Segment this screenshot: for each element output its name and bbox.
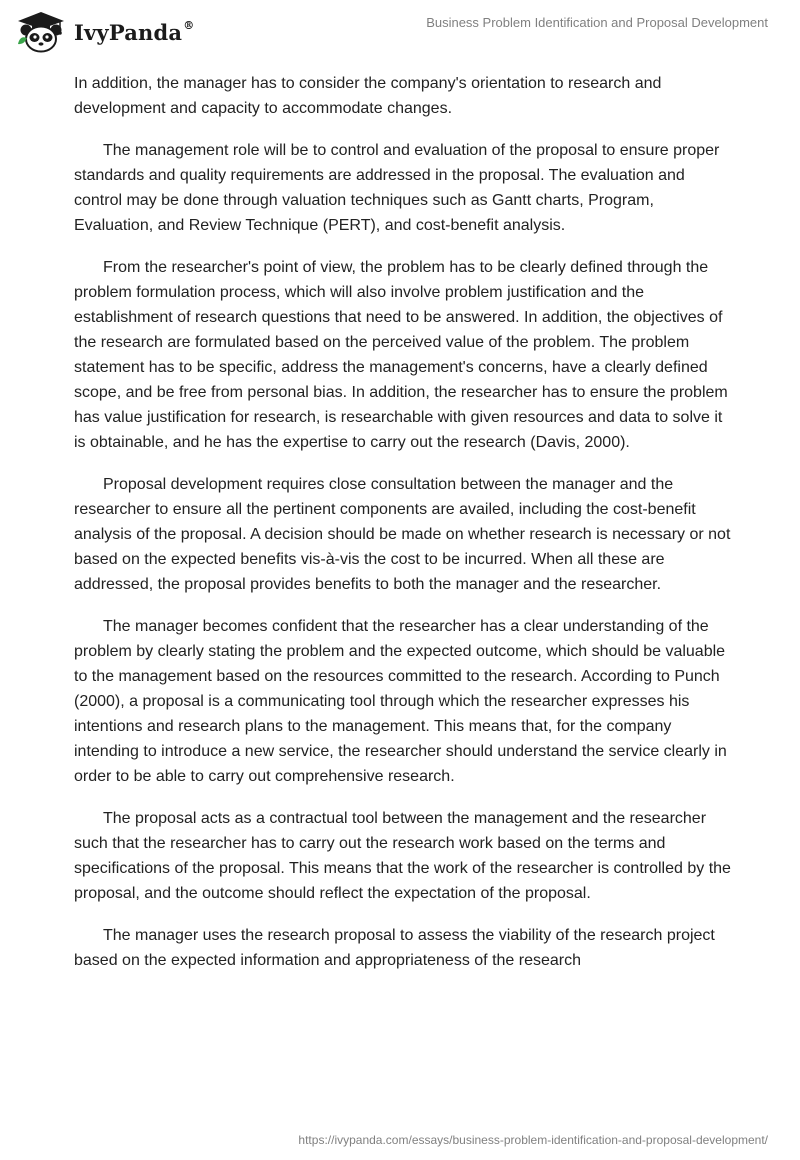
paragraph-1: In addition, the manager has to consider the company's orientation to research and development and capacity to accommodate changes.: [74, 75, 662, 117]
document-title: Business Problem Identification and Proposal Development: [426, 15, 768, 30]
paragraph-3: From the researcher's point of view, the problem has to be clearly defined through the problem formulation process, which will also involve problem justification and the establishment of research questions that need to be answered. In addition, the objectives of the research are formulated based on the perceived value of the problem. The problem statement has to be specific, address the management's concerns, have a clearly defined scope, and be free from personal bias. In addition, the researcher has to ensure the problem has value justification for research, is researchable with given resources and data to solve it is obtainable, and he has the expertise to carry out the research (Davis, 2000).: [74, 259, 728, 451]
trademark-symbol: ®: [183, 19, 195, 32]
paragraph-2: The management role will be to control and evaluation of the proposal to ensure proper standards and quality requirements are addressed in the proposal. The evaluation and control may be done through valuation techniques such as Gantt charts, Program, Evaluation, and Review Technique (PERT), and cost-benefit analysis.: [74, 142, 720, 234]
paragraph-7: The manager uses the research proposal to assess the viability of the research project based on the expected information and appropriateness of the research: [74, 927, 715, 969]
panda-logo-icon[interactable]: [14, 8, 68, 54]
paragraph-6: The proposal acts as a contractual tool between the management and the researcher such that the researcher has to carry out the research work based on the terms and specifications of the proposal. This means that the work of the researcher is controlled by the proposal, and the outcome should reflect the expectation of the proposal.: [74, 810, 731, 902]
paragraph-4: Proposal development requires close consultation between the manager and the researcher to ensure all the pertinent components are availed, including the cost-benefit analysis of the proposal. A decision should be made on whether research is necessary or not based on the expected benefits vis-à-vis the cost to be incurred. When all these are addressed, the proposal provides benefits to both the manager and the researcher.: [74, 476, 731, 593]
brand-name[interactable]: IvyPanda®: [74, 19, 195, 45]
essay-body: [74, 71, 734, 990]
source-url[interactable]: https://ivypanda.com/essays/business-problem-identification-and-proposal-development/: [298, 1133, 768, 1147]
page-header: [0, 0, 800, 60]
paragraph-5: The manager becomes confident that the researcher has a clear understanding of the problem by clearly stating the problem and the expected outcome, which should be valuable to the management based on the resources committed to the research. According to Punch (2000), a proposal is a communicating tool through which the researcher expresses his intentions and research plans to the management. This means that, for the company intending to introduce a new service, the researcher should understand the service clearly in order to be able to carry out comprehensive research.: [74, 618, 727, 785]
